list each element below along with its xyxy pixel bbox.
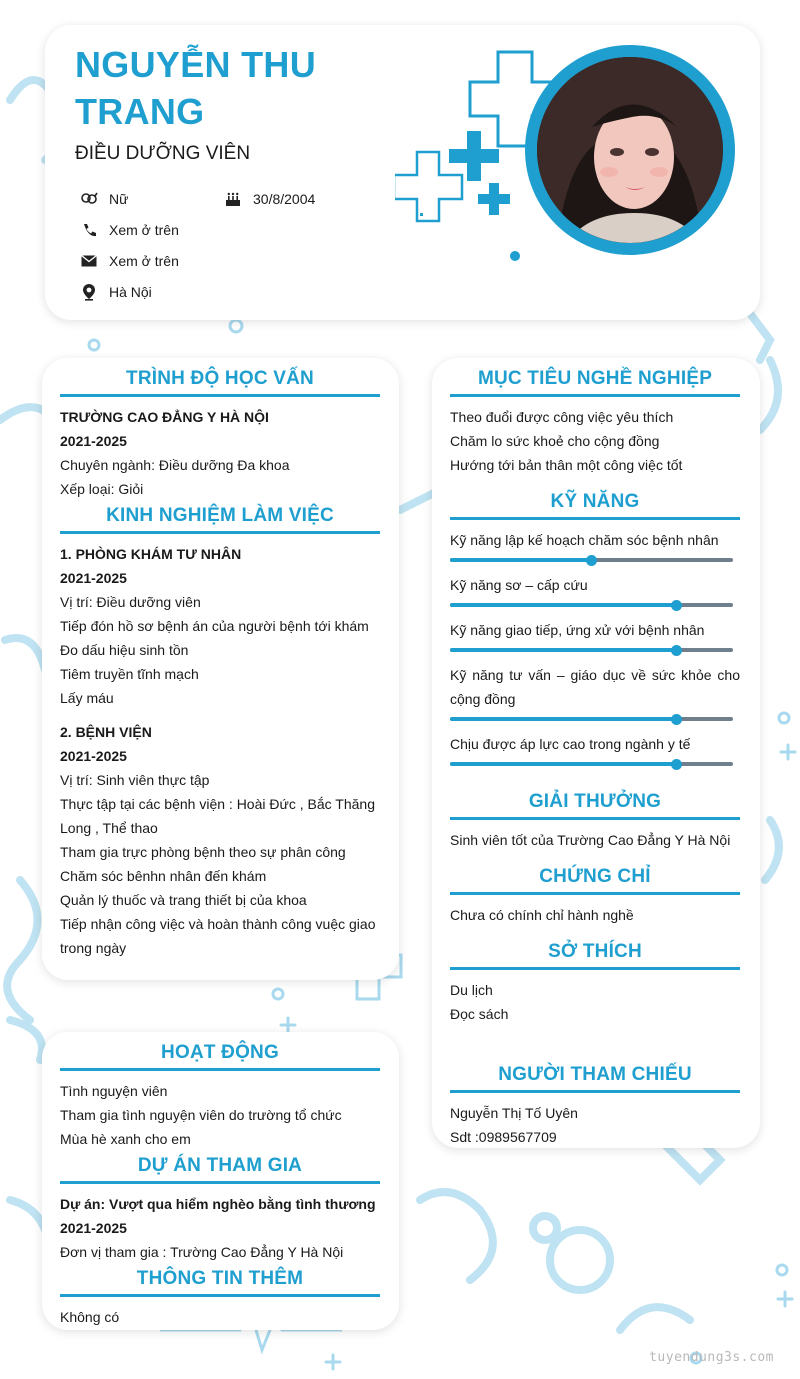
objective-skills-card — [432, 358, 760, 1148]
job-2-line: Tiếp nhận công việc và hoàn thành công vuệc giao trong ngày — [60, 916, 376, 956]
job-2-period: 2021-2025 — [60, 748, 127, 764]
watermark: tuyendung3s.com — [649, 1350, 774, 1365]
job-2-company: 2. BỆNH VIỆN — [60, 724, 152, 740]
education-rank: Xếp loại: Giỏi — [60, 481, 144, 497]
skill-level-bar — [450, 762, 733, 766]
job-1-line: Lấy máu — [60, 690, 114, 706]
skill-label: Kỹ năng giao tiếp, ứng xử với bệnh nhân — [450, 622, 705, 638]
job-1-line: Tiếp đón hồ sơ bệnh án của người bệnh tới khám — [60, 618, 369, 634]
phone-icon — [79, 220, 99, 240]
job-2-line: Tham gia trực phòng bệnh theo sự phân công — [60, 844, 346, 860]
email-row — [79, 251, 179, 271]
objective-line: Chăm lo sức khoẻ cho cộng đồng — [450, 433, 660, 449]
hobby-item: Du lịch — [450, 982, 493, 998]
school-name: TRƯỜNG CAO ĐẲNG Y HÀ NỘI — [60, 409, 269, 425]
job-title: ĐIỀU DƯỠNG VIÊN — [75, 143, 251, 164]
job-1-period: 2021-2025 — [60, 570, 127, 586]
hobby-item: Đọc sách — [450, 1006, 509, 1022]
education-title: TRÌNH ĐỘ HỌC VẤN — [60, 368, 380, 397]
job-1-line: Tiêm truyền tĩnh mạch — [60, 666, 199, 682]
projects-title: DỰ ÁN THAM GIA — [60, 1155, 380, 1184]
education-major: Chuyên ngành: Điều dưỡng Đa khoa — [60, 457, 290, 473]
skill-level-bar — [450, 648, 733, 652]
extra-info-text: Không có — [60, 1309, 120, 1325]
awards-title: GIẢI THƯỞNG — [450, 791, 740, 820]
education-period: 2021-2025 — [60, 433, 127, 449]
birthday-value: 30/8/2004 — [253, 191, 316, 207]
activity-line: Mùa hè xanh cho em — [60, 1131, 191, 1147]
certificates-title: CHỨNG CHỈ — [450, 866, 740, 895]
skill-label: Kỹ năng lập kế hoạch chăm sóc bệnh nhân — [450, 532, 719, 548]
profile-header-card — [45, 25, 760, 320]
job-2-line: Quản lý thuốc và trang thiết bị của khoa — [60, 892, 307, 908]
phone-value: Xem ở trên — [109, 222, 179, 238]
job-2-line: Thực tập tại các bệnh viện : Hoài Đức , Bắc Thăng Long , Thể thao — [60, 796, 375, 836]
gender-icon — [79, 189, 99, 209]
phone-row — [79, 220, 179, 240]
reference-phone: Sdt :0989567709 — [450, 1129, 557, 1145]
extra-info-title: THÔNG TIN THÊM — [60, 1268, 380, 1297]
skill-label: Kỹ năng sơ – cấp cứu — [450, 577, 588, 593]
skill-level-bar — [450, 603, 733, 607]
job-1-company: 1. PHÒNG KHÁM TƯ NHÂN — [60, 546, 242, 562]
activity-line: Tham gia tình nguyện viên do trường tổ chức — [60, 1107, 342, 1123]
project-period: 2021-2025 — [60, 1220, 127, 1236]
job-2-line: Vị trí: Sinh viên thực tập — [60, 772, 210, 788]
activities-title: HOẠT ĐỘNG — [60, 1042, 380, 1071]
address-row — [79, 282, 152, 302]
certificate-text: Chưa có chính chỉ hành nghề — [450, 907, 634, 923]
project-name: Dự án: Vượt qua hiểm nghèo bằng tình thương — [60, 1196, 376, 1212]
birthday-cake-icon — [223, 189, 243, 209]
email-value: Xem ở trên — [109, 253, 179, 269]
birthday-row — [223, 189, 315, 209]
skill-level-bar — [450, 717, 733, 721]
objective-line: Hướng tới bản thân một công việc tốt — [450, 457, 683, 473]
reference-title: NGƯỜI THAM CHIẾU — [450, 1064, 740, 1093]
skill-label: Chịu được áp lực cao trong ngành y tế — [450, 736, 691, 752]
objective-line: Theo đuổi được công việc yêu thích — [450, 409, 674, 425]
skills-title: KỸ NĂNG — [450, 491, 740, 520]
activity-line: Tình nguyện viên — [60, 1083, 168, 1099]
skill-label: Kỹ năng tư vấn – giáo dục về sức khỏe cho cộng đồng — [450, 667, 740, 707]
job-1-line: Vị trí: Điều dưỡng viên — [60, 594, 201, 610]
full-name: NGUYỄN THU TRANG — [75, 44, 317, 132]
hobbies-title: SỞ THÍCH — [450, 941, 740, 970]
gender-value: Nữ — [109, 191, 129, 207]
reference-name: Nguyễn Thị Tố Uyên — [450, 1105, 578, 1121]
award-text: Sinh viên tốt của Trường Cao Đẳng Y Hà Nội — [450, 832, 731, 848]
avatar — [537, 57, 723, 243]
job-2-line: Chăm sóc bênhn nhân đến khám — [60, 868, 267, 884]
experience-title: KINH NGHIỆM LÀM VIỆC — [60, 505, 380, 534]
location-pin-icon — [79, 282, 99, 302]
address-value: Hà Nội — [109, 284, 152, 300]
skill-level-bar — [450, 558, 733, 562]
objective-title: MỤC TIÊU NGHỀ NGHIỆP — [450, 368, 740, 397]
avatar-frame — [525, 45, 735, 255]
project-unit: Đơn vị tham gia : Trường Cao Đẳng Y Hà Nội — [60, 1244, 344, 1260]
job-1-line: Đo dấu hiệu sinh tồn — [60, 642, 189, 658]
envelope-icon — [79, 251, 99, 271]
gender-row — [79, 189, 128, 209]
